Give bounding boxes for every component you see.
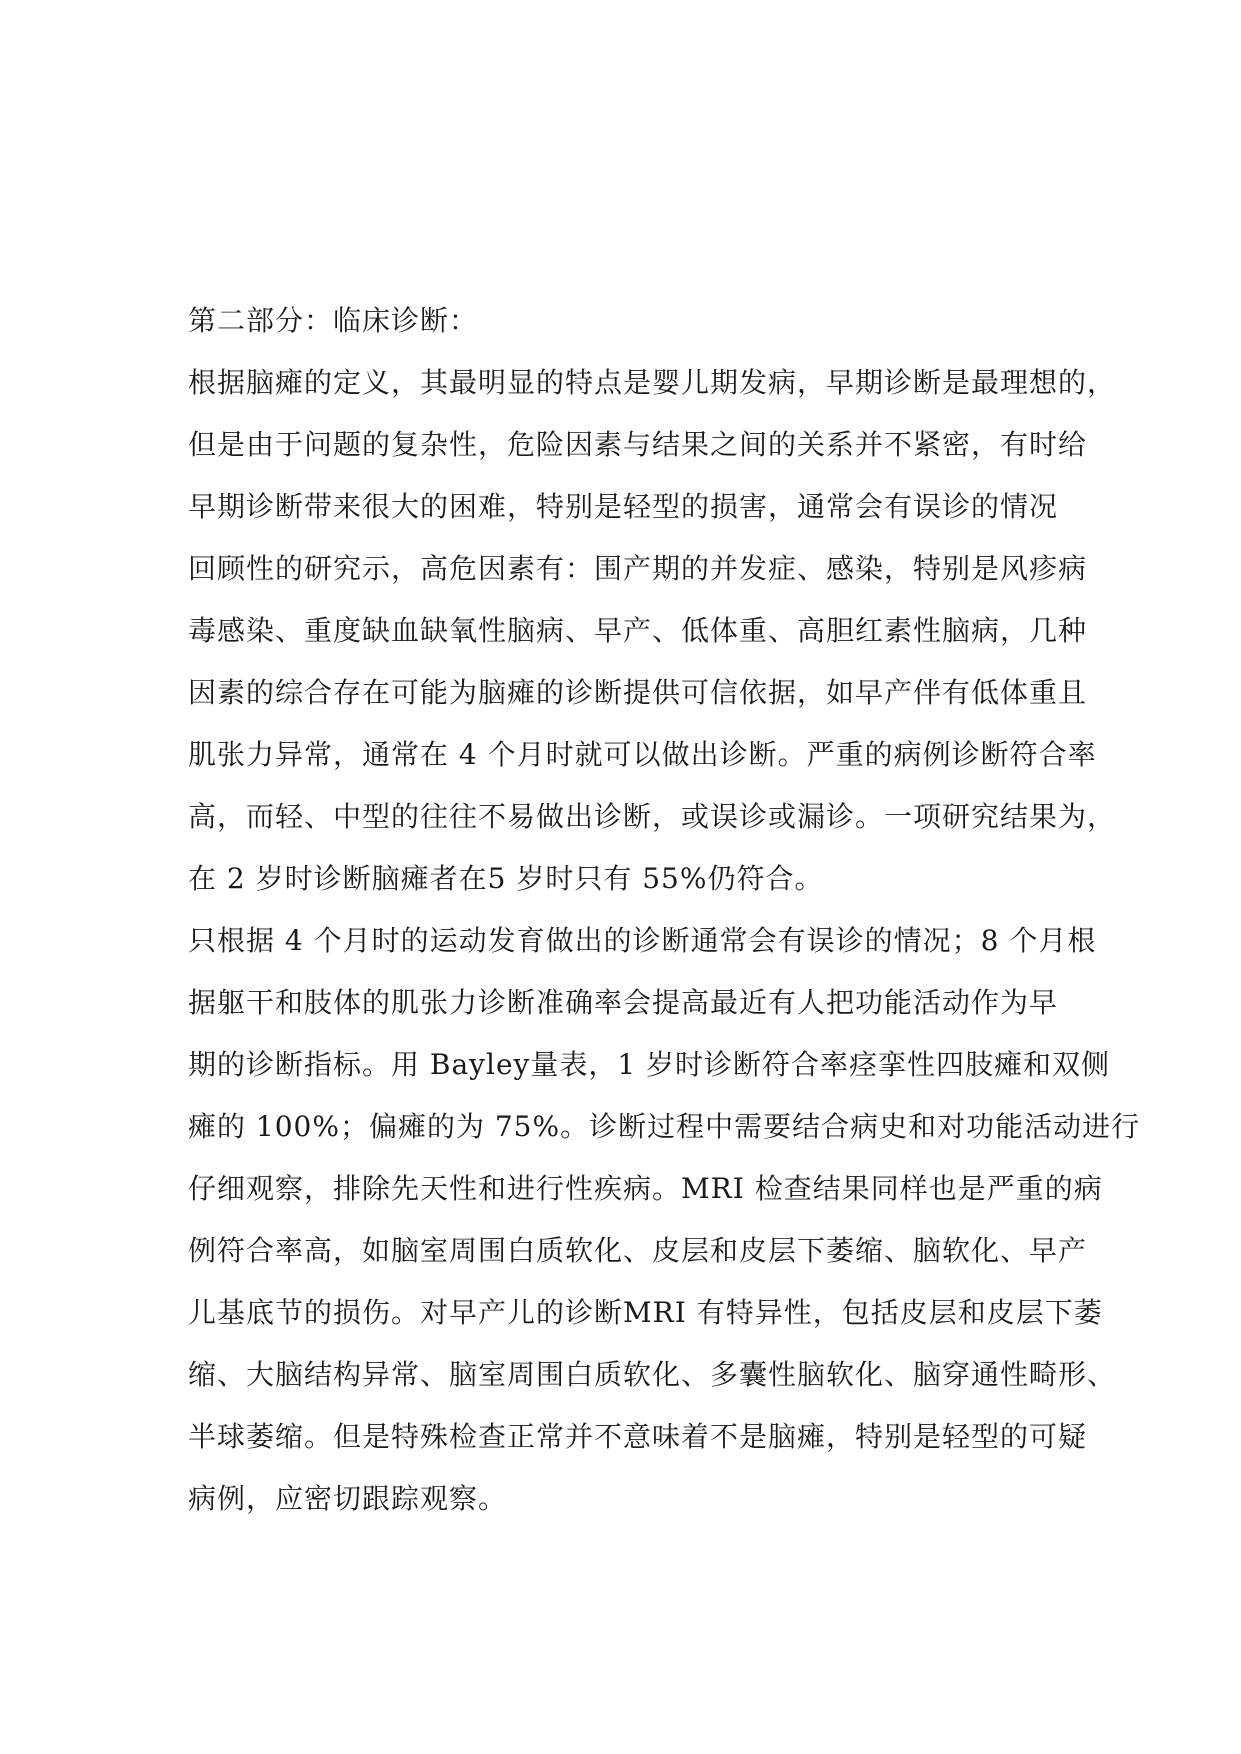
text-line: 例符合率高，如脑室周围白质软化、皮层和皮层下萎缩、脑软化、早产 xyxy=(188,1234,1088,1267)
section-title: 第二部分：临床诊断： xyxy=(188,304,479,337)
text-line: 高，而轻、中型的往往不易做出诊断，或误诊或漏诊。一项研究结果为， xyxy=(188,800,1117,833)
text-line: 仔细观察，排除先天性和进行性疾病。MRI 检查结果同样也是严重的病 xyxy=(188,1172,1103,1205)
text-line: 缩、大脑结构异常、脑室周围白质软化、多囊性脑软化、脑穿通性畸形、 xyxy=(188,1358,1117,1391)
text-line: 瘫的 100%；偏瘫的为 75%。诊断过程中需要结合病史和对功能活动进行 xyxy=(188,1110,1141,1143)
text-line: 根据脑瘫的定义，其最明显的特点是婴儿期发病，早期诊断是最理想的， xyxy=(188,366,1117,399)
text-line: 只根据 4 个月时的运动发育做出的诊断通常会有误诊的情况；8 个月根 xyxy=(188,924,1097,957)
text-line: 病例，应密切跟踪观察。 xyxy=(188,1482,508,1515)
text-line: 儿基底节的损伤。对早产儿的诊断MRI 有特异性，包括皮层和皮层下萎 xyxy=(188,1296,1103,1329)
text-line: 期的诊断指标。用 Bayley量表，1 岁时诊断符合率痉挛性四肢瘫和双侧 xyxy=(188,1048,1111,1081)
text-line: 半球萎缩。但是特殊检查正常并不意味着不是脑瘫，特别是轻型的可疑 xyxy=(188,1420,1088,1453)
text-line: 回顾性的研究示，高危因素有：围产期的并发症、感染，特别是风疹病 xyxy=(188,552,1088,585)
text-line: 肌张力异常，通常在 4 个月时就可以做出诊断。严重的病例诊断符合率 xyxy=(188,738,1097,771)
text-line: 毒感染、重度缺血缺氧性脑病、早产、低体重、高胆红素性脑病，几种 xyxy=(188,614,1088,647)
text-line: 据躯干和肢体的肌张力诊断准确率会提高最近有人把功能活动作为早 xyxy=(188,986,1059,1019)
document-body xyxy=(188,290,1141,1530)
text-line: 因素的综合存在可能为脑瘫的诊断提供可信依据，如早产伴有低体重且 xyxy=(188,676,1088,709)
paragraph-diagnostic-methods xyxy=(188,910,1141,1530)
text-line: 在 2 岁时诊断脑瘫者在5 岁时只有 55%仍符合。 xyxy=(188,862,824,895)
paragraph-early-diagnosis xyxy=(188,352,1117,910)
text-line: 早期诊断带来很大的困难，特别是轻型的损害，通常会有误诊的情况 xyxy=(188,490,1059,523)
text-line: 但是由于问题的复杂性，危险因素与结果之间的关系并不紧密，有时给 xyxy=(188,428,1088,461)
